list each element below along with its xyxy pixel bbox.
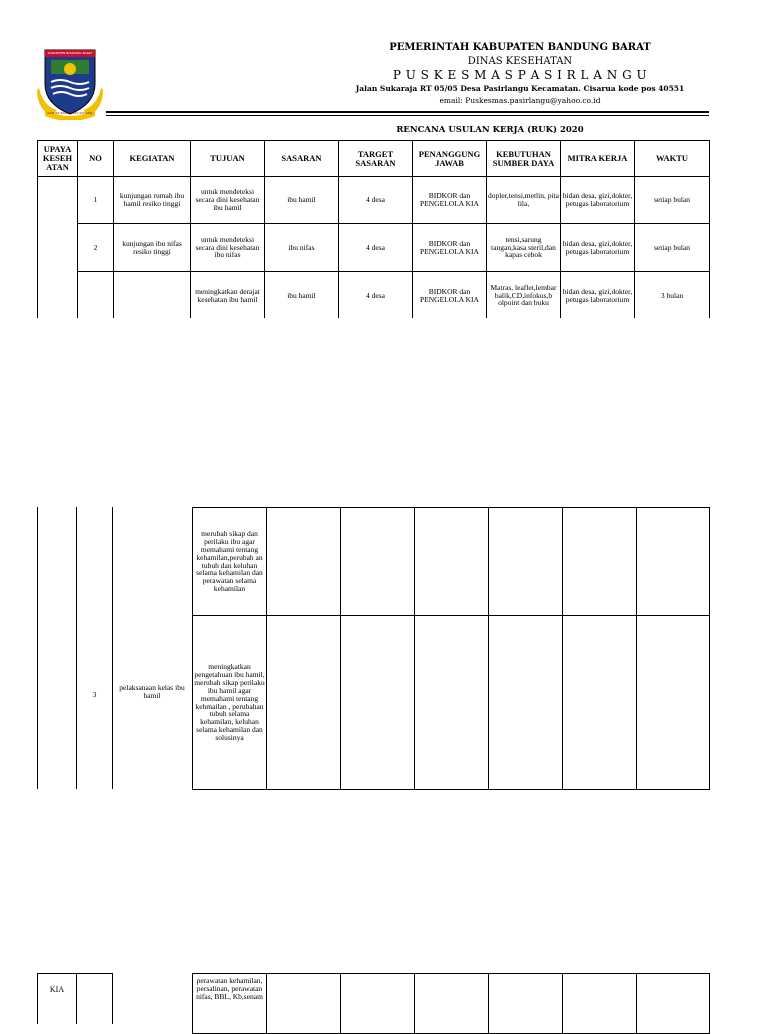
row-mitra: bidan desa, gizi,dokter, petugas laboratorium (561, 272, 635, 320)
upaya-cell (38, 177, 78, 320)
row-target (341, 508, 415, 616)
row-penanggung-jawab (415, 508, 489, 616)
row-kegiatan: kunjungan rumah ibu hamil resiko tinggi (114, 177, 191, 224)
header-puskesmas: P U S K E S M A S P A S I R L A N G U (392, 68, 648, 82)
table-row (193, 508, 710, 616)
row-mitra: bidan desa, gizi,dokter, petugas laboratorium (561, 177, 635, 224)
logo (37, 44, 103, 120)
row-waktu (637, 508, 710, 616)
table-row (38, 177, 710, 224)
ruk-table (37, 140, 710, 320)
row-sasaran: ibu nifas (265, 224, 339, 272)
row-sasaran (267, 616, 341, 790)
row-no: 1 (78, 177, 114, 224)
page2-row-kegiatan: pelaksanaan kelas ibu hamil (119, 683, 185, 701)
table-row (38, 272, 710, 320)
row-target: 4 desa (339, 224, 413, 272)
row-tujuan: untuk mendeteksi secara dini kesehatan ibu nifas (191, 224, 265, 272)
row-tujuan: meningkatkan pengetahuan ibu hamil, merubah sikap perilaku ibu hamil agar memahami tentang kehmailan , perubahan tubuh selama kehamilan, keluhan selama kehamilan dan solusinya (193, 616, 267, 790)
row-target (341, 616, 415, 790)
row-penanggung-jawab (415, 974, 489, 1034)
row-penanggung-jawab: BIDKOR dan PENGELOLA KIA (413, 272, 487, 320)
col-penanggung-jawab: PENANGGUNG JAWAB (413, 141, 487, 177)
row-kebutuhan: tensi,sarung tangan,kasa steril,dan kapas cebok (487, 224, 561, 272)
page2-left-border-kegiatan (112, 507, 113, 789)
col-kegiatan: KEGIATAN (114, 141, 191, 177)
table-header-row (38, 141, 710, 177)
row-kebutuhan (489, 616, 563, 790)
header-rule-thick (106, 111, 709, 113)
header-email: email: Puskesmas.pasirlangu@yahoo.co.id (439, 96, 601, 105)
row-no (78, 272, 114, 320)
row-no: 2 (78, 224, 114, 272)
col-target: TARGET SASARAN (339, 141, 413, 177)
table-row (193, 974, 710, 1034)
row-sasaran (267, 508, 341, 616)
row-mitra: bidan desa, gizi,dokter, petugas laboratorium (561, 224, 635, 272)
row-tujuan: untuk mendeteksi secara dini kesehatan ibu hamil (191, 177, 265, 224)
row-mitra (563, 508, 637, 616)
row-sasaran (267, 974, 341, 1034)
ruk-table-page3 (192, 973, 710, 1034)
row-kebutuhan: dopler,tensi,metlin, pita lila, (487, 177, 561, 224)
header-rule-thin (106, 115, 709, 116)
row-target (341, 974, 415, 1034)
row-waktu: setiap bulan (635, 177, 710, 224)
row-penanggung-jawab (415, 616, 489, 790)
row-waktu: 3 bulan (635, 272, 710, 320)
page3-top-border (37, 973, 112, 974)
col-sasaran: SASARAN (265, 141, 339, 177)
page2-row-no: 3 (92, 690, 97, 699)
row-tujuan: meningkatkan derajat kesehatan ibu hamil (191, 272, 265, 320)
document-title: RENCANA USULAN KERJA (RUK) 2020 (396, 125, 584, 135)
row-kebutuhan (489, 508, 563, 616)
row-waktu: setiap bulan (635, 224, 710, 272)
header-address: Jalan Sukaraja RT 05/05 Desa Pasirlangu Kecamatan. Cisarua kode pos 40551 (355, 84, 685, 93)
row-penanggung-jawab: BIDKOR dan PENGELOLA KIA (413, 177, 487, 224)
page3-left-border-kegiatan (112, 973, 113, 1024)
ruk-table-continued (192, 507, 710, 790)
table-row (193, 616, 710, 790)
logo-bottom-text: GAPURA BAKTI NUSA RAHARJA (47, 111, 93, 115)
page3-left-border-no (76, 973, 77, 1024)
table-row (38, 224, 710, 272)
row-tujuan: merubah sikap dan perilaku ibu agar memahami tentang kehamilan,perubah an tubuh dan keluhan selama kehamilan dan perawatan selama kehamilan (193, 508, 267, 616)
row-kebutuhan (489, 974, 563, 1034)
row-sasaran: ibu hamil (265, 177, 339, 224)
row-tujuan: perawatan kehamilan, persalinan, perawatan nifas, BBL, Kb,senam (193, 974, 267, 1034)
col-no: NO (78, 141, 114, 177)
page2-left-border-no (76, 507, 77, 789)
col-upaya: UPAYA KESEH ATAN (38, 141, 78, 177)
header-government: PEMERINTAH KABUPATEN BANDUNG BARAT (389, 42, 651, 53)
col-mitra: MITRA KERJA (561, 141, 635, 177)
row-target: 4 desa (339, 272, 413, 320)
col-waktu: WAKTU (635, 141, 710, 177)
col-kebutuhan: KEBUTUHAN SUMBER DAYA (487, 141, 561, 177)
row-waktu (637, 974, 710, 1034)
col-tujuan: TUJUAN (191, 141, 265, 177)
page3-upaya: KIA (49, 985, 65, 994)
row-mitra (563, 974, 637, 1034)
row-penanggung-jawab: BIDKOR dan PENGELOLA KIA (413, 224, 487, 272)
page3-left-border-upaya (37, 973, 38, 1024)
row-target: 4 desa (339, 177, 413, 224)
row-kebutuhan: Matras, leaflet,lembar balik,CD,infokus,b olpoint dan buku (487, 272, 561, 320)
header-department: DINAS KESEHATAN (467, 56, 573, 67)
page2-left-border-upaya (37, 507, 38, 789)
row-sasaran: ibu hamil (265, 272, 339, 320)
logo-top-text: KABUPATEN BANDUNG BARAT (47, 51, 93, 55)
row-mitra (563, 616, 637, 790)
row-kegiatan (114, 272, 191, 320)
row-kegiatan: kunjungan ibu nifas resiko tinggi (114, 224, 191, 272)
page-break-mask (30, 318, 730, 328)
row-waktu (637, 616, 710, 790)
